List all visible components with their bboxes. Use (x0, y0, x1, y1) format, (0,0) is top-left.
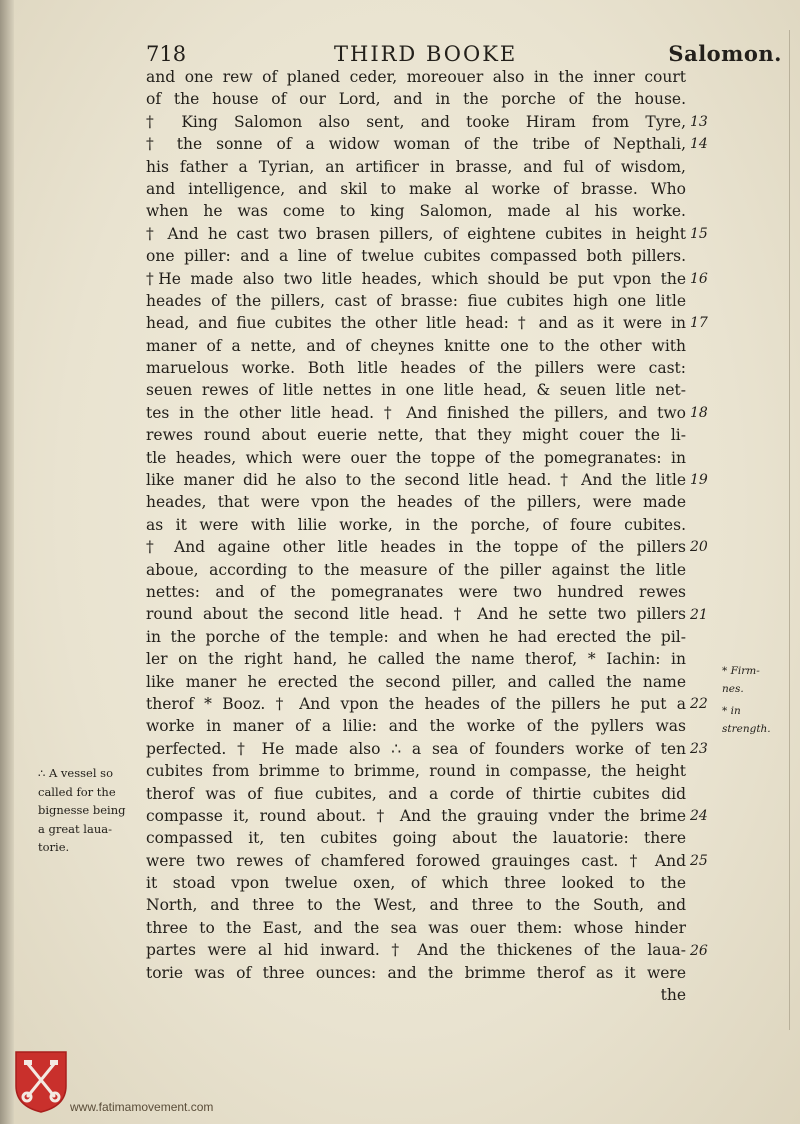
margin-note-line: * Firm- (722, 665, 760, 677)
text-line: as it were with lilie worke, in the porche, of foure cubites. (146, 515, 686, 534)
text-line: it stoad vpon twelue oxen, of which three looked to the (146, 874, 686, 893)
text-line: seuen rewes of litle nettes in one litle head, & seuen litle net- (146, 381, 686, 400)
text-line: perfected. † He made also ∴ a sea of founders worke of ten (146, 739, 686, 758)
text-line: worke in maner of a lilie: and the worke of the pyllers was (146, 717, 686, 736)
margin-note-line: bignesse being (38, 803, 126, 817)
verse-number: 22 (690, 696, 708, 713)
verse-number: 18 (690, 405, 708, 421)
text-line: like maner he erected the second piller, and called the name (146, 672, 686, 691)
text-line: cubites from brimme to brimme, round in compasse, the height (146, 762, 686, 781)
text-line: † the sonne of a widow woman of the tribe of Nepthali, (146, 135, 686, 154)
verse-number: 26 (690, 942, 708, 959)
text-line: therof was of fiue cubites, and a corde of thirtie cubites did (146, 784, 686, 803)
text-line: therof * Booz. † And vpon the heades of the pillers he put a (146, 694, 686, 713)
text-line: his father a Tyrian, an artificer in brasse, and ful of wisdom, (146, 157, 686, 176)
text-line: aboue, according to the measure of the piller against the litle (146, 560, 686, 579)
text-line: when he was come to king Salomon, made al his worke. (146, 202, 686, 221)
text-line: heades of the pillers, cast of brasse: fiue cubites high one litle (146, 291, 686, 310)
text-line: compasse it, round about. † And the grauing vnder the brime (146, 806, 686, 825)
margin-note-line: ∴ A vessel so (38, 766, 114, 780)
text-line: round about the second litle head. † And he sette two pillers (146, 605, 686, 624)
text-line: in the porche of the temple: and when he had erected the pil- (146, 627, 686, 646)
margin-note-line: called for the (38, 784, 116, 799)
text-column (146, 66, 686, 1006)
page-edge-rule (789, 30, 790, 1030)
verse-number: 21 (690, 606, 708, 623)
verse-number: 23 (690, 741, 708, 757)
text-line: heades, that were vpon the heades of the pillers, were made (146, 493, 686, 512)
text-line: and intelligence, and skil to make al worke of brasse. Who (146, 179, 686, 198)
verse-number: 17 (690, 315, 708, 332)
margin-note-strength (722, 702, 798, 738)
text-line: †He made also two litle heades, which should be put vpon the (146, 269, 686, 288)
text-line: partes were al hid inward. † And the thickenes of the laua- (146, 941, 686, 960)
verse-number: 14 (690, 136, 708, 153)
text-line: torie was of three ounces: and the brimme therof as it were (146, 963, 686, 982)
verse-number: 20 (690, 539, 708, 556)
text-line: of the house of our Lord, and in the porche of the house. (146, 90, 686, 109)
text-line: like maner did he also to the second litle head. † And the litle (146, 471, 686, 490)
papal-keys-logo-icon (14, 1050, 68, 1114)
text-line: one piller: and a line of twelue cubites compassed both pillers. (146, 247, 686, 266)
text-line: † King Salomon also sent, and tooke Hiram from Tyre, (146, 112, 686, 131)
text-line: were two rewes of chamfered forowed grauinges cast. † And (146, 851, 686, 870)
text-line: tes in the other litle head. † And finished the pillers, and two (146, 403, 686, 422)
text-line: maner of a nette, and of cheynes knitte one to the other with (146, 336, 686, 355)
text-line: ler on the right hand, he called the name therof, * Iachin: in (146, 650, 686, 669)
margin-note-line: * in (722, 705, 741, 717)
margin-note-line: torie. (38, 840, 70, 854)
page-number: 718 (146, 42, 187, 66)
text-line: compassed it, ten cubites going about the lauatorie: there (146, 829, 686, 848)
footer-url[interactable]: www.fatimamovement.com (70, 1100, 214, 1114)
margin-note-line: a great laua- (38, 821, 112, 836)
text-line: rewes round about euerie nette, that they might couer the li- (146, 426, 686, 445)
text-line: and one rew of planed ceder, moreouer also in the inner court (146, 68, 686, 86)
verse-number: 16 (690, 270, 708, 287)
verse-number: 15 (690, 225, 708, 242)
text-line: † And againe other litle heades in the toppe of the pillers (146, 538, 686, 557)
margin-note-vessel (38, 764, 148, 857)
text-line: head, and fiue cubites the other litle head: † and as it were in (146, 314, 686, 333)
text-line: maruelous worke. Both litle heades of the pillers were cast: (146, 359, 686, 378)
verse-number: 24 (690, 808, 708, 825)
book-name: Salomon. (668, 41, 782, 66)
verse-number: 13 (690, 113, 708, 130)
text-line: nettes: and of the pomegranates were two hundred rewes (146, 582, 686, 601)
text-line: three to the East, and the sea was ouer them: whose hinder (146, 918, 686, 937)
text-line: North, and three to the West, and three to the South, and (146, 896, 686, 915)
text-line: † And he cast two brasen pillers, of eightene cubites in height (146, 224, 686, 243)
margin-note-line: strength. (722, 723, 771, 735)
running-head: THIRD BOOKE (334, 42, 518, 66)
verse-number: 25 (690, 853, 708, 869)
verse-number: 19 (690, 472, 708, 489)
book-gutter (0, 0, 14, 1124)
margin-note-line: nes. (722, 683, 744, 695)
text-line: the (660, 986, 686, 1005)
text-line: tle heades, which were ouer the toppe of the pomegranates: in (146, 448, 686, 467)
margin-note-firmnes (722, 662, 798, 698)
